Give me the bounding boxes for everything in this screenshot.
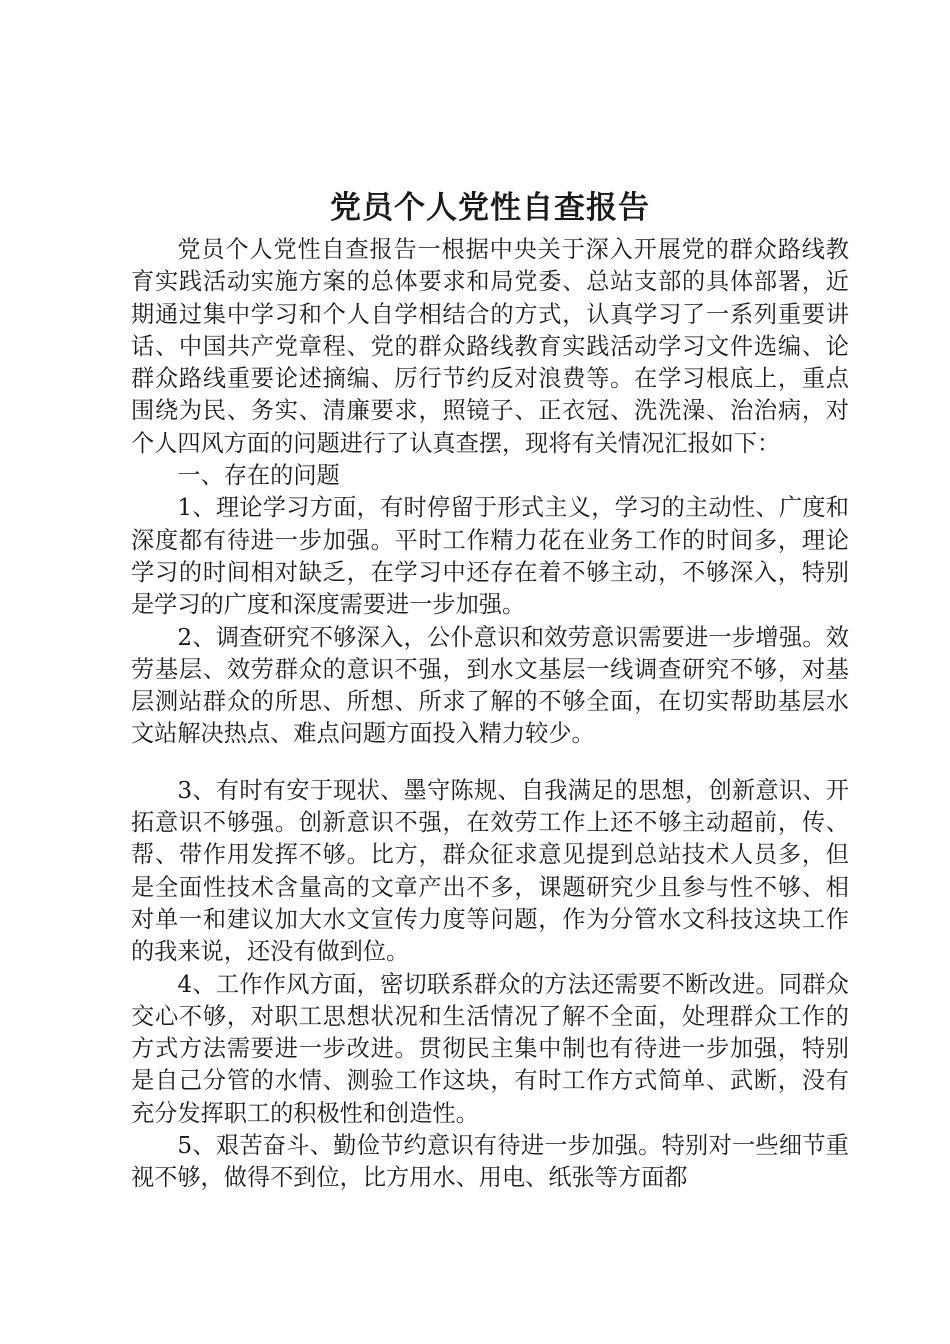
document-page — [131, 186, 849, 1195]
document-title: 党员个人党性自查报告 — [330, 190, 650, 226]
paragraph-intro: 党员个人党性自查报告一根据中央关于深入开展党的群众路线教育实践活动实施方案的总体要求和局党委、总站支部的具体部署，近期通过集中学习和个人自学相结合的方式，认真学习了一系列重要讲话、中国共产党章程、党的群众路线教育实践活动学习文件选编、论群众路线重要论述摘编、厉行节约反对浪费等。在学习根底上，重点围绕为民、务实、清廉要求，照镜子、正衣冠、洗洗澡、治治病，对个人四风方面的问题进行了认真查摆，现将有关情况汇报如下： — [131, 236, 849, 457]
paragraph-item-5: 5、艰苦奋斗、勤俭节约意识有待进一步加强。特别对一些细节重视不够，做得不到位，比方用水、用电、纸张等方面都 — [131, 1132, 849, 1192]
paragraph-item-2: 2、调查研究不够深入，公仆意识和效劳意识需要进一步增强。效劳基层、效劳群众的意识不强，到水文基层一线调查研究不够，对基层测站群众的所思、所想、所求了解的不够全面，在切实帮助基层水文站解决热点、难点问题方面投入精力较少。 — [131, 623, 849, 748]
paragraph-item-4: 4、工作作风方面，密切联系群众的方法还需要不断改进。同群众交心不够，对职工思想状况和生活情况了解不全面，处理群众工作的方式方法需要进一步改进。贯彻民主集中制也有待进一步加强，特别是自己分管的水情、测验工作这块，有时工作方式简单、武断，没有充分发挥职工的积极性和创造性。 — [131, 970, 849, 1127]
section-heading-problems: 一、存在的问题 — [177, 462, 340, 490]
paragraph-item-1: 1、理论学习方面，有时停留于形式主义，学习的主动性、广度和深度都有待进一步加强。平时工作精力花在业务工作的时间多，理论学习的时间相对缺乏，在学习中还存在着不够主动，不够深入，特别是学习的广度和深度需要进一步加强。 — [131, 494, 849, 619]
paragraph-item-3: 3、有时有安于现状、墨守陈规、自我满足的思想，创新意识、开拓意识不够强。创新意识不强，在效劳工作上还不够主动超前，传、帮、带作用发挥不够。比方，群众征求意见提到总站技术人员多，但是全面性技术含量高的文章产出不多，课题研究少且参与性不够、相对单一和建议加大水文宣传力度等问题，作为分管水文科技这块工作的我来说，还没有做到位。 — [131, 776, 849, 966]
